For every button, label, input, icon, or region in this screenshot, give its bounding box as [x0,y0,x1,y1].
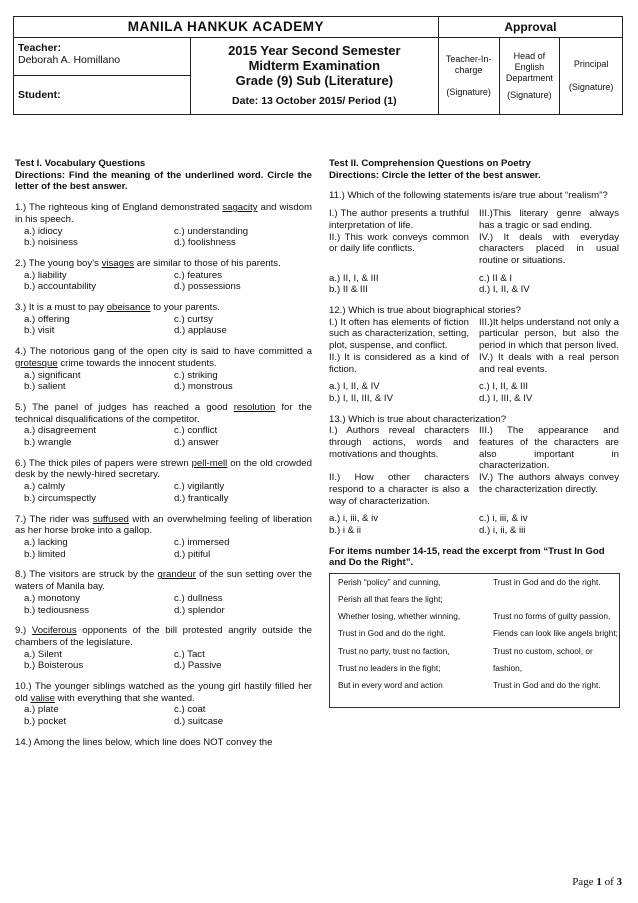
q11-statement-i: I.) The author presents a truthful interpretation of life. [329,208,469,231]
underlined-word: valise [30,692,55,704]
test-1-directions: Directions: Find the meaning of the underlined word. Circle the letter of the best answer. [15,169,312,193]
option-c[interactable]: c.) dullness [174,592,223,604]
q11-option-a[interactable]: a.) II, I, & III [329,272,379,284]
question-text: 1.) The righteous king of England demonstrated [15,202,223,214]
poem-line: Perish “policy” and cunning, [338,577,441,588]
poem-row [330,643,619,660]
answer-options [15,593,312,616]
question-text: are similar to those of his parents. [134,257,281,269]
q13-option-d[interactable]: d.) i, ii, & iii [479,524,526,536]
q13-option-b[interactable]: b.) i & ii [329,524,361,536]
question-11-options [329,273,620,296]
principal-label: Principal [573,59,609,70]
answer-options [15,314,312,337]
option-b[interactable]: b.) tediousness [24,604,90,616]
q13-statement-iii: III.) The appearance and features of the characters are also important in characterization. [479,425,619,472]
option-a[interactable]: a.) significant [24,369,81,381]
underlined-word: suffused [92,513,129,525]
q13-option-c[interactable]: c.) i, iii, & iv [479,513,528,525]
option-d[interactable]: d.) applause [174,325,227,337]
vocab-question [15,681,312,737]
exam-semester: 2015 Year Second Semester [228,43,401,59]
option-b[interactable]: b.) noisiness [24,237,78,249]
question-text: 10.) The younger siblings watched as the young girl hastily filled her old [15,681,312,704]
poem-line [493,595,620,604]
q12-option-a[interactable]: a.) I, II, & IV [329,381,380,393]
teacher-label: Teacher: [18,41,61,54]
current-page: 1 [596,876,602,888]
excerpt-intro: For items number 14-15, read the excerpt from “Trust In God and Do the Right”. [329,545,605,569]
poem-line: Trust no party, trust no faction, [338,645,450,656]
poem-line: Trust no forms of guilty passion, [493,611,611,622]
vocab-question-stem [15,569,312,592]
question-11-stem: 11.) Which of the following statements is/are true about “realism”? [329,190,608,202]
question-text: 3.) It is a must to pay [15,302,107,314]
underlined-word: visages [101,257,135,269]
question-text: 9.) [15,625,32,637]
option-d[interactable]: d.) suitcase [174,716,224,728]
option-a[interactable]: a.) monotony [24,592,80,604]
q13-statement-ii: II.) How other characters respond to a character is also a way of characterization. [329,472,469,507]
option-d[interactable]: d.) frantically [174,492,229,504]
teacher-student-cell [14,38,191,115]
option-a[interactable]: a.) calmly [24,481,66,493]
vocab-question [15,625,312,681]
vocab-question [15,258,312,302]
q13-statement-i: I.) Authors reveal characters through actions, words and motivations and thoughts. [329,425,469,460]
underlined-word: resolution [233,401,276,413]
answer-options [15,649,312,672]
option-c[interactable]: c.) curtsy [174,313,213,325]
answer-options [15,270,312,293]
question-13-statements [329,425,620,507]
option-c[interactable]: c.) immersed [174,536,230,548]
question-text: to your parents. [150,302,220,314]
teacher-incharge-label: Teacher-In-charge [445,53,492,75]
answer-options [15,226,312,249]
vocab-question-list [15,202,312,737]
vocab-question [15,302,312,346]
vocab-question-stem [15,514,312,537]
option-b[interactable]: b.) accountability [24,281,96,293]
option-d[interactable]: d.) pitiful [174,548,211,560]
vocab-question-stem [15,258,312,270]
poem-line: Trust no custom, school, or [493,645,593,656]
test-1-title: Test I. Vocabulary Questions [15,158,146,169]
vocab-question-stem [15,402,312,425]
poem-line: Fiends can look like angels bright; [493,628,618,639]
underlined-word: grandeur [157,569,196,581]
q11-option-d[interactable]: d.) I, II, & IV [479,284,530,296]
vocab-question [15,569,312,625]
option-a[interactable]: a.) plate [24,704,59,716]
question-text: for the technical disqualifications of the competitor. [15,401,312,425]
approval-title: Approval [438,17,622,38]
answer-options [15,537,312,560]
q11-option-b[interactable]: b.) II & III [329,284,368,296]
option-b[interactable]: b.) limited [24,548,66,560]
principal-cell [560,38,623,115]
question-text: 6.) The thick piles of papers were strewn [15,457,192,469]
q11-statement-iii: III.)This literary genre always has a tragic or sad ending. [479,208,619,231]
answer-options [15,425,312,448]
option-b[interactable]: b.) circumspectly [24,492,96,504]
poem-line: Trust in God and do the right. [338,628,446,639]
poem-line: But in every word and action [338,679,443,690]
q12-statement-i: I.) It often has elements of fiction such as characterization, setting, plot, suspense, and conflict. [329,316,469,352]
option-c[interactable]: c.) Tact [174,648,205,660]
option-a[interactable]: a.) Silent [24,648,62,660]
question-text: with an overwhelming feeling of liberation as her horse broke into a gallop. [15,513,312,537]
teacher-name: Deborah A. Homillano [18,54,121,67]
option-c[interactable]: c.) understanding [174,225,249,237]
head-dept-cell [499,38,560,115]
option-c[interactable]: c.) features [174,269,222,281]
option-c[interactable]: c.) striking [174,369,218,381]
question-12-statements [329,317,620,376]
poem-line: Trust no leaders in the fight; [338,662,441,673]
question-14-stem: 14.) Among the lines below, which line does NOT convey the [15,736,273,748]
option-d[interactable]: d.) splendor [174,604,225,616]
poem-row [330,608,619,625]
option-a[interactable]: a.) lacking [24,536,68,548]
poem-excerpt-box [329,573,620,708]
exam-grade-subject: Grade (9) Sub (Literature) [235,73,394,89]
option-a[interactable]: a.) offering [24,313,70,325]
test-2-title: Test II. Comprehension Questions on Poetry [329,158,531,169]
question-text: 7.) The rider was [15,513,93,525]
principal-signature: (Signature) [568,82,614,92]
question-text: opponents of the bill protested angrily outside the chambers of the legislature. [15,625,312,648]
vocab-question-stem [15,302,312,314]
q12-statement-ii: II.) It is considered as a kind of fiction. [329,351,469,375]
question-13-options [329,513,620,536]
vocab-question-stem [15,681,312,704]
answer-options [15,704,312,727]
test-2-column [329,158,620,708]
page-number [572,876,622,889]
option-d[interactable]: d.) monstrous [174,381,233,393]
question-11-statements [329,208,620,267]
teacher-incharge-signature: (Signature) [446,87,491,98]
vocab-question [15,458,312,514]
head-dept-signature: (Signature) [507,89,552,100]
question-text: 2.) The young boy’s [15,257,102,269]
question-12-stem: 12.) Which is true about biographical stories? [329,305,521,317]
head-dept-label: Head of English Department [505,51,553,83]
exam-info-cell [190,38,438,115]
question-text: 5.) The panel of judges has reached a good [15,401,234,413]
q13-option-a[interactable]: a.) i, iii, & iv [329,513,379,525]
option-a[interactable]: a.) disagreement [24,425,96,437]
q13-statement-iv: IV.) The authors always convey the characterization directly. [479,472,619,495]
q12-option-c[interactable]: c.) I, II, & III [479,381,529,393]
vocab-question [15,346,312,402]
underlined-word: obeisance [106,302,151,314]
test-2-directions: Directions: Circle the letter of the best answer. [329,169,541,181]
option-b[interactable]: b.) pocket [24,716,67,728]
q12-option-d[interactable]: d.) I, III, & IV [479,392,533,404]
test-1-column [15,158,312,749]
q11-statement-ii: II.) This work conveys common or daily life conflicts. [329,231,469,255]
option-d[interactable]: d.) answer [174,437,219,449]
underlined-word: grotesque [15,357,58,369]
vocab-question-stem [15,346,312,369]
option-d[interactable]: d.) foolishness [174,237,236,249]
poem-line: Whether losing, whether winning, [338,611,461,622]
underlined-word: pell-mell [191,457,228,469]
q11-option-c[interactable]: c.) II & I [479,272,513,284]
exam-type: Midterm Examination [248,58,381,74]
poem-row [330,660,619,677]
vocab-question [15,514,312,570]
vocab-question [15,202,312,258]
option-c[interactable]: c.) vigilantly [174,481,225,493]
option-d[interactable]: d.) Passive [174,660,222,672]
vocab-question-stem [15,458,312,481]
poem-row [330,591,619,608]
vocab-question-stem [15,202,312,225]
page-label: Page [572,876,594,888]
underlined-word: sagacity [222,202,258,214]
q12-statement-iii: III.)It helps understand not only a particular person, but also the period in which that person lived. [479,316,619,352]
school-name: MANILA HANKUK ACADEMY [14,17,439,38]
q11-statement-iv: IV.) It deals with everyday characters placed in usual routine or situations. [479,231,619,266]
option-d[interactable]: d.) possessions [174,281,241,293]
option-c[interactable]: c.) conflict [174,425,218,437]
question-text: on the old crowded desk by the newly-hired secretary. [15,457,312,481]
exam-date: Date: 13 October 2015/ Period (1) [232,95,397,107]
vocab-question-stem [15,625,312,648]
question-text: of the sun setting over the waters of Manila bay. [15,569,312,593]
exam-title [191,44,438,89]
q12-statement-iv: IV.) It deals with a real person and real events. [479,351,619,375]
poem-row [330,574,619,591]
option-b[interactable]: b.) salient [24,381,66,393]
poem-row [330,625,619,642]
poem-row [330,677,619,694]
option-b[interactable]: b.) wrangle [24,437,72,449]
underlined-word: Vociferous [31,625,77,637]
poem-line: fashion, [493,662,523,673]
poem-line: Trust in God and do the right. [493,679,601,690]
question-12-options [329,381,620,404]
question-13-stem: 13.) Which is true about characterization? [329,413,507,425]
question-text: and wisdom in his speech. [15,202,313,225]
answer-options [15,370,312,393]
question-text: with everything that she wanted. [55,692,195,704]
option-a[interactable]: a.) idiocy [24,225,63,237]
vocab-question [15,402,312,458]
question-text: 8.) The visitors are struck by the [15,569,158,581]
poem-line: Perish all that fears the light; [338,594,443,605]
question-text: crime towards the innocent students. [57,357,217,369]
poem-line: Trust in God and do the right. [493,577,601,588]
q12-option-b[interactable]: b.) I, II, III, & IV [329,392,393,404]
option-b[interactable]: b.) visit [24,325,55,337]
total-pages: 3 [616,876,622,888]
option-b[interactable]: b.) Boisterous [24,660,84,672]
option-c[interactable]: c.) coat [174,704,206,716]
question-text: 4.) The notorious gang of the open city is said to have committed a [15,346,312,358]
student-label: Student: [18,88,61,101]
teacher-incharge-cell [438,38,499,115]
page-of: of [604,876,614,888]
answer-options [15,481,312,504]
exam-header [13,16,623,115]
option-a[interactable]: a.) liability [24,269,67,281]
